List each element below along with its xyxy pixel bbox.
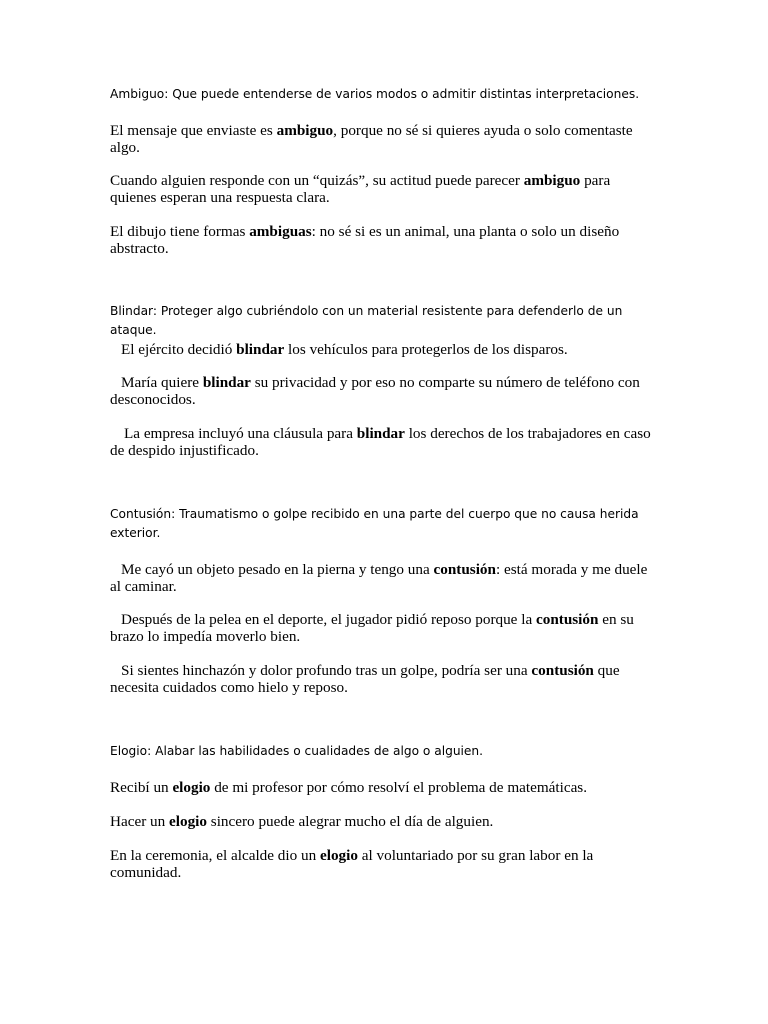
highlighted-term: elogio xyxy=(169,813,207,830)
example-sentence: Recibí un elogio de mi profesor por cómo resolví el problema de matemáticas. xyxy=(110,779,588,796)
example-sentence: El dibujo tiene formas ambiguas: no sé si es un animal, una planta o solo un diseño abstracto. xyxy=(110,223,620,257)
example-sentence: Hacer un elogio sincero puede alegrar mucho el día de alguien. xyxy=(110,813,494,830)
example-sentence: Después de la pelea en el deporte, el jugador pidió reposo porque la contusión en su brazo lo impedía moverlo bien. xyxy=(110,611,634,645)
highlighted-term: ambiguo xyxy=(276,122,334,139)
definition: Elogio: Alabar las habilidades o cualidades de algo o alguien. xyxy=(110,744,484,758)
highlighted-term: contusión xyxy=(531,662,594,679)
highlighted-term: blindar xyxy=(356,425,405,442)
example-sentence: En la ceremonia, el alcalde dio un elogio al voluntariado por su gran labor en la comunidad. xyxy=(110,847,594,881)
example-sentence: Si sientes hinchazón y dolor profundo tras un golpe, podría ser una contusión que necesita cuidados como hielo y reposo. xyxy=(110,662,620,696)
highlighted-term: ambiguo xyxy=(523,172,581,189)
example-sentence: El mensaje que enviaste es ambiguo, porque no sé si quieres ayuda o solo comentaste algo. xyxy=(110,122,633,156)
highlighted-term: contusión xyxy=(433,561,496,578)
highlighted-term: blindar xyxy=(236,341,285,358)
example-sentence: Me cayó un objeto pesado en la pierna y tengo una contusión: está morada y me duele al caminar. xyxy=(110,561,648,595)
highlighted-term: blindar xyxy=(202,374,251,391)
highlighted-term: elogio xyxy=(320,847,358,864)
highlighted-term: contusión xyxy=(535,611,599,628)
example-sentence: La empresa incluyó una cláusula para blindar los derechos de los trabajadores en caso de despido injustificado. xyxy=(110,425,651,459)
definition: Contusión: Traumatismo o golpe recibido en una parte del cuerpo que no causa herida exterior. xyxy=(110,507,639,540)
example-sentence: Cuando alguien responde con un “quizás”, su actitud puede parecer ambiguo para quienes esperan una respuesta clara. xyxy=(110,172,611,206)
definition: Ambiguo: Que puede entenderse de varios modos o admitir distintas interpretaciones. xyxy=(110,87,640,101)
highlighted-term: elogio xyxy=(172,779,211,796)
highlighted-term: ambiguas xyxy=(249,223,312,240)
definition: Blindar: Proteger algo cubriéndolo con un material resistente para defenderlo de un ataque. xyxy=(110,304,623,337)
example-sentence: María quiere blindar su privacidad y por eso no comparte su número de teléfono con desconocidos. xyxy=(110,374,640,408)
example-sentence: El ejército decidió blindar los vehículos para protegerlos de los disparos. xyxy=(121,341,568,358)
